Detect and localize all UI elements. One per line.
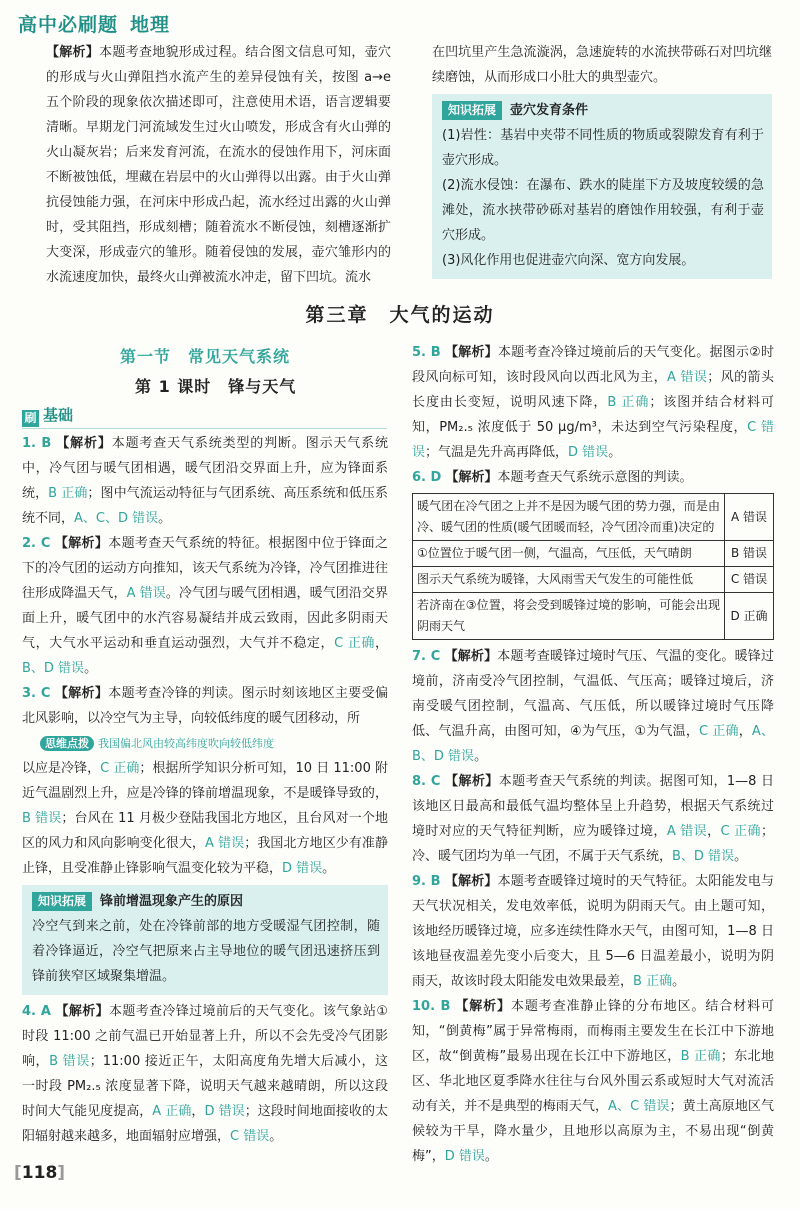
answer-9: 9. B 【解析】本题考查暖锋过境时的天气特征。太阳能发电与天气状况相关，发电效率低，说明为阴雨天气。由上题可知，该地经历暖锋过境，应多连续性降水天气，由图可知，1—8 日该地昼夜温差先变小后变大，且 5—6 日温差最小，说明为阴雨天，故该时段太阳能发电效果最差，B 正确。 <box>412 874 774 989</box>
table-result: B 错误 <box>725 541 774 567</box>
table-cell: 若济南在③位置，将会受到暖锋过境的影响，可能会出现阴雨天气 <box>413 593 725 640</box>
table-result: D 正确 <box>725 593 774 640</box>
knowledge-box-2 <box>22 885 388 995</box>
knowledge-title: 锋前增温现象产生的原因 <box>100 894 244 909</box>
table-cell: 暖气团在冷气团之上并不是因为暖气团的势力强，而是由冷、暖气团的性质(暖气团暖而轻，冷气团冷而重)决定的 <box>413 494 725 541</box>
chapter-title: 第三章 大气的运动 <box>305 304 495 326</box>
book-title: 高中必刷题 <box>18 14 119 36</box>
knowledge-tag: 知识拓展 <box>32 892 92 911</box>
table-row <box>413 567 774 593</box>
answer-2: 2. C 【解析】本题考查天气系统的特征。根据图中位于锋面之下的冷气团的运动方向推知，该天气系统为冷锋，冷气团推进往往形成降温天气，A 错误。冷气团与暖气团相遇，暖气团沿交界面上升，暖气团中的水汽容易凝结并成云致雨，因此多阴雨天气，大气水平运动和垂直运动强烈，大气并不稳定，C 正确，B、D 错误。 <box>22 536 388 676</box>
right-answers <box>412 340 774 1169</box>
table-row <box>413 494 774 541</box>
knowledge-box <box>432 94 772 279</box>
answer-3: 3. C 【解析】本题考查冷锋的判读。图示时刻该地区主要受偏北风影响，以冷空气为主导，向较低纬度的暖气团移动，所 思维点拨 我国偏北风由较高纬度吹向较低纬度 以应是冷锋，C 正确；根据所学知识分析可知，10 日 11:00 附近气温剧烈上升，应是冷锋的锋前增温现象，不是暖锋导致的，B 错误；台风在 11 月极少登陆我国北方地区，且台风对一个地区的风力和风向影响变化很大，A 错误；我国北方地区少有准静止锋，且受准静止锋影响气温变化较为平稳，D 错误。 <box>22 686 388 876</box>
top-left-column <box>46 40 391 290</box>
analysis-text: 本题考查地貌形成过程。结合图文信息可知，壶穴的形成与火山弹阻挡水流产生的差异侵蚀有关，按图 a→e 五个阶段的现象依次描述即可，注意使用术语，语言逻辑要清晰。早期龙门河流域发生过火山喷发，形成含有火山弹的火山凝灰岩；后来发育河流，在流水的侵蚀作用下，河床面不断被蚀低，埋藏在岩层中的火山弹得以出露。由于火山弹抗侵蚀能力强，在河床中形成凸起，流水经过出露的火山弹时，受其阻挡，形成刻槽；随着流水不断侵蚀，刻槽逐渐扩大变深，形成壶穴的雏形。随着侵蚀的发展，壶穴雏形内的水流速度加快，最终火山弹被流水冲走，留下凹坑。流水 <box>46 45 391 285</box>
base-heading: 刷 基础 <box>22 404 73 427</box>
subject-label: 地理 <box>130 14 171 36</box>
knowledge-text: 冷空气到来之前，处在冷锋前部的地方受暖湿气团控制，随着冷锋逼近，冷空气把原来占主导地位的暖气团迅速挤压到锋前狭窄区域聚集增温。 <box>32 919 380 984</box>
answer-8: 8. C 【解析】本题考查天气系统的判读。据图可知，1—8 日该地区日最高和最低气温均整体呈上升趋势，根据天气系统过境时对应的天气特征判断，应为暖锋过境，A 错误，C 正确；冷、暖气团均为单一气团，不属于天气系统，B、D 错误。 <box>412 774 774 864</box>
answer-7: 7. C 【解析】本题考查暖锋过境时气压、气温的变化。暖锋过境前，济南受冷气团控制，气温低、气压高；暖锋过境后，济南受暖气团控制，气温高、气压低，所以暖锋过境时气压降低、气温升高，由图可知，④为气压，①为气温，C 正确，A、B、D 错误。 <box>412 649 774 764</box>
answer-6: 6. D 【解析】本题考查天气系统示意图的判读。 <box>412 470 693 485</box>
knowledge-item: (2)流水侵蚀：在瀑布、跌水的陡崖下方及坡度较缓的急滩处，流水挟带砂砾对基岩的磨蚀作用较强，有利于壶穴形成。 <box>442 178 764 243</box>
answer-5: 5. B 【解析】本题考查冷锋过境前后的天气变化。据图示②时段风向标可知，该时段风向以西北风为主，A 错误；风的箭头长度由长变短，说明风速下降，B 正确；该图并结合材料可知，PM₂.₅ 浓度低于 50 μg/m³，未达到空气污染程度，C 错误；气温是先升高再降低，D 错误。 <box>412 345 774 460</box>
table-result: A 错误 <box>725 494 774 541</box>
note-tag: 思维点拨 <box>40 736 94 751</box>
table-cell: ①位置位于暖气团一侧，气温高，气压低，天气晴朗 <box>413 541 725 567</box>
book-header <box>18 10 170 37</box>
answer-10: 10. B 【解析】本题考查准静止锋的分布地区。结合材料可知，“倒黄梅”属于异常梅雨，而梅雨主要发生在长江中下游地区，故“倒黄梅”最易出现在长江中下游地区，B 正确；东北地区、华北地区夏季降水往往与台风外围云系或短时大气对流活动有关，并不是典型的梅雨天气，A、C 错误；黄土高原地区气候较为干旱，降水量少，且地形以高原为主，不易出现“倒黄梅”，D 错误。 <box>412 999 774 1164</box>
lesson-title: 第 1 课时 锋与天气 <box>135 377 297 396</box>
judgement-table <box>412 493 774 640</box>
table-row <box>413 593 774 640</box>
knowledge-item: (1)岩性：基岩中夹带不同性质的物质或裂隙发育有利于壶穴形成。 <box>442 128 764 168</box>
left-answers <box>22 431 388 1149</box>
analysis-lead: 【解析】 <box>46 45 100 60</box>
table-row <box>413 541 774 567</box>
answer-1: 1. B 【解析】本题考查天气系统类型的判断。图示天气系统中，冷气团与暖气团相遇，暖气团沿交界面上升，应为锋面系统，B 正确；图中气流运动特征与气团系统、高压系统和低压系统不同，A、C、D 错误。 <box>22 436 388 526</box>
continuation-text: 在凹坑里产生急流漩涡，急速旋转的水流挟带砾石对凹坑继续磨蚀，从而形成口小肚大的典型壶穴。 <box>432 45 772 85</box>
thinking-note: 思维点拨 我国偏北风由较高纬度吹向较低纬度 <box>40 737 274 750</box>
knowledge-item: (3)风化作用也促进壶穴向深、宽方向发展。 <box>442 253 695 268</box>
divider <box>22 428 387 429</box>
section-title: 第一节 常见天气系统 <box>120 347 291 366</box>
page-number: [118] <box>14 1163 66 1183</box>
table-cell: 图示天气系统为暖锋，大风雨雪天气发生的可能性低 <box>413 567 725 593</box>
brush-icon: 刷 <box>22 410 39 427</box>
knowledge-title: 壶穴发育条件 <box>510 103 589 118</box>
answer-4: 4. A 【解析】本题考查冷锋过境前后的天气变化。该气象站①时段 11:00 之前气温已开始显著上升，所以不会先受冷气团影响，B 错误；11:00 接近正午，太阳高度角先增大后减小，这一时段 PM₂.₅ 浓度显著下降，说明天气越来越晴朗，所以这段时间大气能见度提高，A 正确，D 错误；这段时间地面接收的太阳辐射越来越多，地面辐射应增强，C 错误。 <box>22 1004 388 1144</box>
top-right-column <box>432 40 772 283</box>
knowledge-tag: 知识拓展 <box>442 101 502 120</box>
table-result: C 错误 <box>725 567 774 593</box>
